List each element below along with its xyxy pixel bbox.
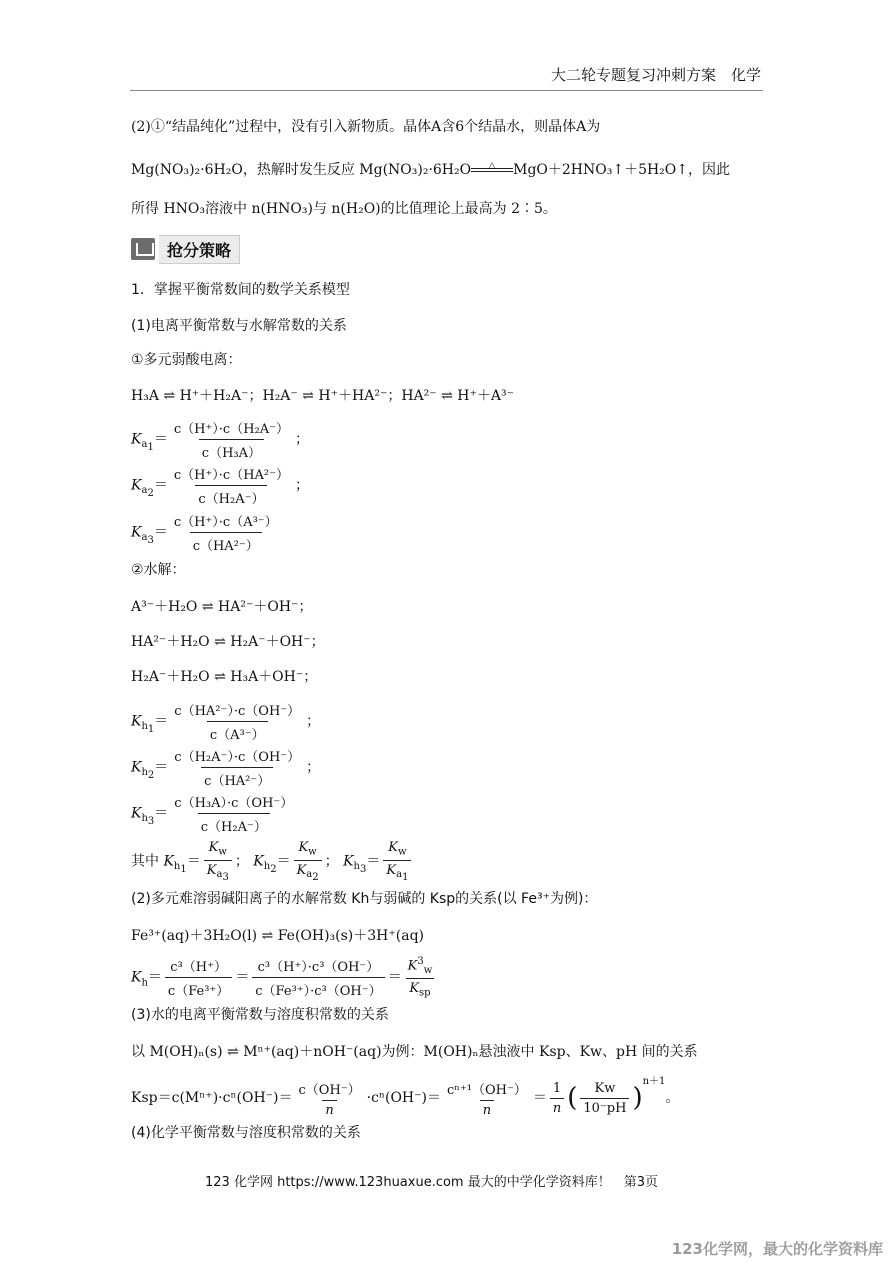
kh3-numerator: c（H₃A）·c（OH⁻）: [174, 796, 294, 811]
ksp-part-a: Ksp＝c(Mⁿ⁺)·cⁿ(OH⁻)＝: [131, 1090, 293, 1106]
heat-arrow: [471, 161, 513, 172]
ksp-frac2-num: cⁿ⁺¹（OH⁻）: [447, 1082, 527, 1098]
intro-line-2a: Mg(NO₃)₂·6H₂O，热解时发生反应 Mg(NO₃)₂·6H₂O: [131, 162, 472, 178]
ksp-inner-num: Kw: [594, 1080, 616, 1096]
kh3-formula: $K_{h_3}=$ $\frac{\text{c（H₃A）·c（OH⁻）}}{\text{c（H₂A⁻）}}$: [131, 792, 299, 835]
intro-line-3: 所得 HNO₃溶液中 n(HNO₃)与 n(H₂O)的比值理论上最高为 2∶5。: [131, 201, 557, 217]
kh-fe-formula: $K_h=$ $\frac{\text{c³（H⁺）}}{\text{c（Fe³⁺）}}$ ＝ $\frac{\text{c³（H⁺）·c³（OH⁻）}}{\text{c（Fe³⁺）·c³（OH⁻）}}$ ＝ $\frac{K^3_w}{K_{sp}}$: [131, 956, 433, 999]
ka1-formula: $K_{a_1}=$ $\frac{\text{c（H⁺）·c（H₂A⁻）}}{\text{c（H₃A）}}$ ；: [131, 418, 309, 461]
item-1-3: (3)水的电离平衡常数与溶度积常数的关系: [131, 1007, 389, 1023]
ka3-denominator: c（HA²⁻）: [190, 532, 262, 554]
hydrolysis-eq-3: H₂A⁻＋H₂O ⇌ H₃A＋OH⁻；: [131, 669, 318, 685]
section-heading: [131, 236, 240, 262]
book-icon: [131, 238, 155, 260]
ksp-frac1-num: c（OH⁻）: [298, 1082, 361, 1098]
ka2-denominator: c（H₂A⁻）: [195, 485, 267, 507]
ka2-formula: $K_{a_2}=$ $\frac{\text{c（H⁺）·c（HA²⁻）}}{\text{c（H₂A⁻）}}$ ；: [131, 464, 309, 507]
m-oh-equation: 以 M(OH)ₙ(s) ⇌ Mⁿ⁺(aq)＋nOH⁻(aq)为例：M(OH)ₙ悬浊液中 Ksp、Kw、pH 间的关系: [131, 1044, 698, 1060]
page-footer: 123 化学网 https://www.123huaxue.com 最大的中学化学资料库！ 第3页: [205, 1175, 659, 1190]
kh2-denominator: c（HA²⁻）: [201, 767, 273, 789]
kh1-formula: $K_{h_1}=$ $\frac{\text{c（HA²⁻）·c（OH⁻）}}{\text{c（A³⁻）}}$ ；: [131, 700, 320, 743]
fe-hydrolysis-eq: Fe³⁺(aq)＋3H₂O(l) ⇌ Fe(OH)₃(s)＋3H⁺(aq): [131, 928, 425, 944]
ka1-numerator: c（H⁺）·c（H₂A⁻）: [173, 422, 290, 437]
ksp-frac3-den: n: [550, 1098, 564, 1116]
ka1-denominator: c（H₃A）: [199, 439, 264, 461]
watermark: 123化学网，最大的化学资料库: [671, 1240, 883, 1258]
kh2-formula: $K_{h_2}=$ $\frac{\text{c（H₂A⁻）·c（OH⁻）}}{\text{c（HA²⁻）}}$ ；: [131, 746, 320, 789]
kh-fe-den2: c（Fe³⁺）·c³（OH⁻）: [252, 977, 384, 999]
heat-symbol: △: [488, 161, 496, 171]
item-1-1: (1)电离平衡常数与水解常数的关系: [131, 318, 347, 334]
ksp-frac1-den: n: [322, 1100, 336, 1118]
kh-ka-relations: 其中 $K_{h_1}=$ $\frac{K_w}{K_{a_3}}$ ； $K_{h_2}=$ $\frac{K_w}{K_{a_2}}$ ； $K_{h_3}=$ $\frac{K_w}{K_{a_1}}$: [131, 840, 414, 883]
ka3-numerator: c（H⁺）·c（A³⁻）: [173, 515, 278, 530]
kh-fe-den1: c（Fe³⁺）: [165, 977, 232, 999]
item-1-1a: ①多元弱酸电离：: [131, 352, 242, 368]
kh3-denominator: c（H₂A⁻）: [198, 813, 270, 835]
kh-fe-num2: c³（H⁺）·c³（OH⁻）: [257, 960, 380, 975]
item-1-1b: ②水解：: [131, 562, 186, 578]
page-header: 大二轮专题复习冲刺方案 化学: [550, 66, 761, 84]
hydrolysis-eq-2: HA²⁻＋H₂O ⇌ H₂A⁻＋OH⁻；: [131, 634, 325, 650]
qizhong-label: 其中: [131, 853, 159, 870]
ionization-equations: H₃A ⇌ H⁺＋H₂A⁻；H₂A⁻ ⇌ H⁺＋HA²⁻；HA²⁻ ⇌ H⁺＋A³⁻: [131, 388, 515, 404]
ka3-formula: $K_{a_3}=$ $\frac{\text{c（H⁺）·c（A³⁻）}}{\text{c（HA²⁻）}}$: [131, 511, 284, 554]
ksp-part-b: ·cⁿ(OH⁻)＝: [366, 1090, 441, 1106]
ksp-frac2-den: n: [480, 1100, 494, 1118]
section-title: 抢分策略: [159, 235, 240, 264]
ksp-part-c: ＝: [532, 1090, 547, 1106]
ksp-frac3-num: 1: [552, 1080, 562, 1096]
item-1-4: (4)化学平衡常数与溶度积常数的关系: [131, 1125, 361, 1141]
ka2-numerator: c（H⁺）·c（HA²⁻）: [173, 468, 290, 483]
item-1-title: 1．掌握平衡常数间的数学关系模型: [131, 282, 350, 298]
kh1-denominator: c（A³⁻）: [207, 721, 268, 743]
kh-fe-num1: c³（H⁺）: [170, 960, 227, 975]
header-divider: [130, 90, 763, 91]
kh2-numerator: c（H₂A⁻）·c（OH⁻）: [174, 750, 301, 765]
kh1-numerator: c（HA²⁻）·c（OH⁻）: [174, 704, 301, 719]
ksp-formula: Ksp＝c(Mⁿ⁺)·cⁿ(OH⁻)＝ $\frac{c(OH^-)}{n}$ ·cⁿ(OH⁻)＝ $\frac{\text{cⁿ⁺¹（OH⁻）}}{n}$ ＝ $\frac{1}{n}$ ( $\frac{Kw}{10^-pH}$ )$^{n+1}$。: [131, 1076, 680, 1118]
intro-line-2b: MgO＋2HNO₃↑＋5H₂O↑，因此: [513, 162, 731, 178]
intro-line-1: (2)①“结晶纯化”过程中，没有引入新物质。晶体A含6个结晶水，则晶体A为: [131, 119, 601, 135]
hydrolysis-eq-1: A³⁻＋H₂O ⇌ HA²⁻＋OH⁻；: [131, 599, 313, 615]
ksp-exponent: n＋1: [642, 1076, 666, 1087]
intro-line-2: [131, 160, 730, 180]
ksp-inner-den: 10⁻pH: [580, 1098, 629, 1116]
item-1-2: (2)多元难溶弱碱阳离子的水解常数 Kh与弱碱的 Ksp的关系(以 Fe³⁺为例)：: [131, 891, 598, 907]
